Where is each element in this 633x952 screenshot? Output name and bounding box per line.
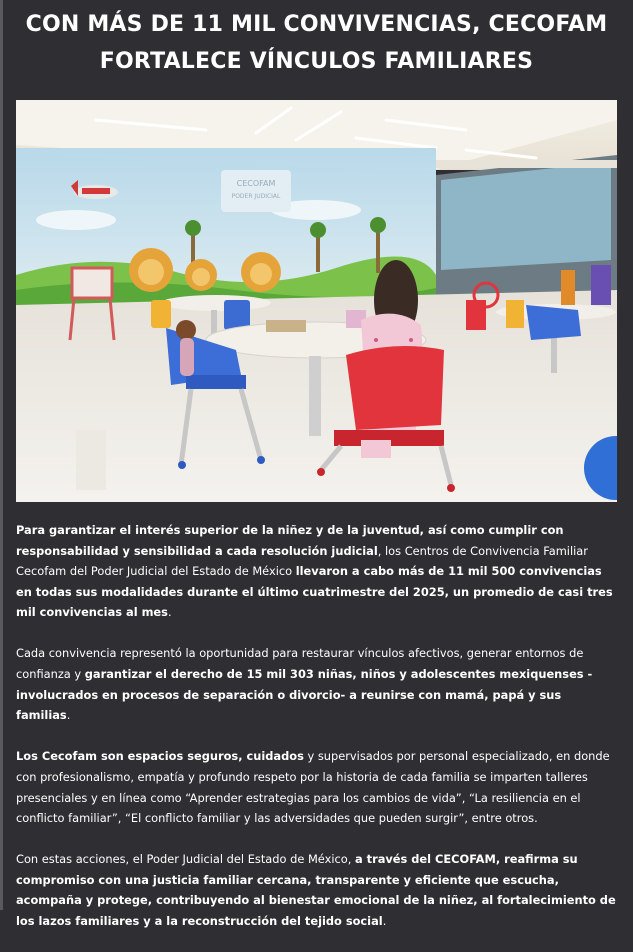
paragraph-1-bold-1: Para garantizar el interés superior de la niñez y de la juventud, así como cumplir con responsabilidad y sensibilidad a cada resolución judicial bbox=[16, 523, 564, 558]
paragraph-1-bold-2: llevaron a cabo más de 11 mil 500 convivencias en todas sus modalidades durante el último cuatrimestre del 2025, un promedio de casi tres mil convivencias al mes bbox=[16, 564, 613, 620]
article-body bbox=[16, 520, 618, 952]
headline-line-2: FORTALECE VÍNCULOS FAMILIARES bbox=[99, 49, 534, 74]
paragraph-3-bold-1: Los Cecofam son espacios seguros, cuidados bbox=[16, 749, 304, 764]
paragraph-1-text-1: , los Centros de Convivencia Familiar Cecofam del Poder Judicial del Estado de México bbox=[16, 543, 588, 579]
paragraph-4-text-2: . bbox=[382, 914, 387, 928]
paragraph-4 bbox=[16, 849, 618, 931]
paragraph-2-text-2: . bbox=[66, 708, 71, 723]
mural-sign-line-2: PODER JUDICIAL bbox=[231, 193, 281, 200]
paragraph-3 bbox=[16, 746, 618, 828]
article-photo bbox=[16, 100, 617, 502]
paragraph-2-text-1: Cada convivencia representó la oportunidad para restaurar vínculos afectivos, generar entornos de confianza y bbox=[16, 646, 584, 682]
paragraph-2 bbox=[16, 643, 618, 725]
paragraph-3-text-1: y supervisados por personal especializado, en donde con profesionalismo, empatía y profundo respeto por la historia de cada familia se imparten talleres presenciales y en línea como “Aprender estrategias para los cambios de vida”, “La resiliencia en el conflicto familiar”, “El conflicto familiar y las adversidades que pueden surgir”, entre otros. bbox=[16, 749, 610, 826]
headline bbox=[0, 6, 633, 80]
headline-line-1: CON MÁS DE 11 MIL CONVIVENCIAS, CECOFAM bbox=[25, 12, 608, 37]
playroom-illustration bbox=[16, 100, 617, 502]
left-edge-bar bbox=[0, 0, 3, 910]
mural-sign-line-1: CECOFAM bbox=[236, 179, 276, 188]
paragraph-2-bold-1: garantizar el derecho de 15 mil 303 niñas, niños y adolescentes mexiquenses - involucrados en procesos de separación o divorcio- a reunirse con mamá, papá y sus familias bbox=[16, 667, 593, 723]
paragraph-4-bold-1: a través del CECOFAM, reafirma su compromiso con una justicia familiar cercana, transparente y eficiente que escucha, acompaña y protege, contribuyendo al bienestar emocional de la niñez, al fortalecimiento de los lazos familiares y a la reconstrucción del tejido social bbox=[16, 852, 616, 928]
paragraph-4-text-1: Con estas acciones, el Poder Judicial del Estado de México, bbox=[16, 852, 355, 867]
paragraph-1 bbox=[16, 520, 618, 623]
paragraph-1-text-2: . bbox=[167, 605, 172, 620]
